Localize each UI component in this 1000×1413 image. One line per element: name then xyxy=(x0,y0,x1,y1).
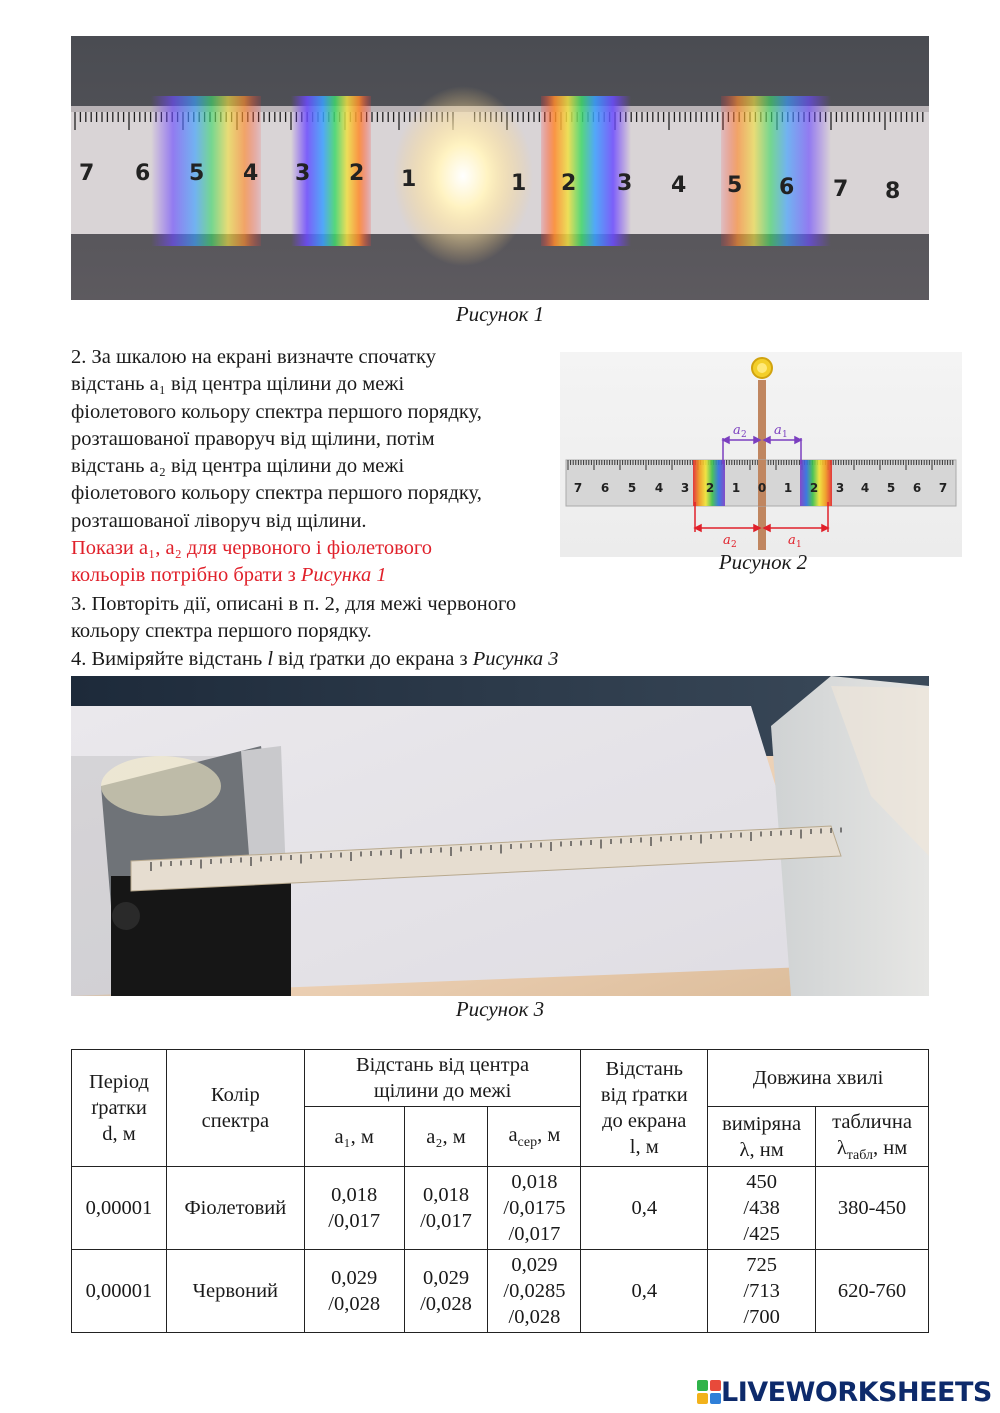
cell-l: 0,4 xyxy=(581,1250,708,1333)
cell-value: 0,018 xyxy=(422,1184,470,1206)
header-text xyxy=(819,1135,925,1164)
cell-value: /0,028 xyxy=(328,1293,381,1315)
cell-a2 xyxy=(404,1167,488,1250)
a1-top-label: a xyxy=(774,423,782,438)
ruler-left-5: 5 xyxy=(189,161,205,186)
header-text: від ґратки xyxy=(600,1084,688,1106)
header-l xyxy=(581,1050,708,1167)
cell-value: /0,017 xyxy=(508,1223,561,1245)
table-row xyxy=(72,1167,929,1250)
cell-value: /0,0285 xyxy=(503,1280,566,1302)
cell-value: 0,018 xyxy=(511,1171,558,1193)
cell-aser xyxy=(488,1250,581,1333)
cell-color: Червоний xyxy=(166,1250,304,1333)
note-line xyxy=(71,562,546,589)
cell-value: /0,028 xyxy=(508,1306,561,1328)
figure-2-diagram xyxy=(560,352,962,557)
header-text: λ, нм xyxy=(739,1138,784,1161)
scale-label: 7 xyxy=(573,481,583,495)
ruler-left-4: 4 xyxy=(243,161,259,186)
table-header-row xyxy=(72,1050,929,1107)
logo-text: LIVEWORKSHEETS xyxy=(721,1376,992,1408)
scale-label: 6 xyxy=(912,481,922,495)
figure-3-caption: Рисунок 3 xyxy=(455,997,545,1021)
cell-value: /0,0175 xyxy=(503,1197,566,1219)
cell-a1 xyxy=(304,1167,404,1250)
note-text: кольорів потрібно брати з xyxy=(71,564,301,587)
cell-measured xyxy=(708,1250,816,1333)
instruction-2-line: відстань a₂ від центра щілини до межі xyxy=(71,455,405,478)
header-text: a xyxy=(508,1124,518,1146)
instruction-4-l: l xyxy=(267,647,274,670)
scale-label: 0 xyxy=(757,481,767,495)
ruler-left-7: 7 xyxy=(79,161,95,186)
header-a1: a₁, м xyxy=(304,1107,404,1167)
cell-value: 0,029 xyxy=(422,1267,470,1289)
ruler-right-7: 7 xyxy=(833,177,849,202)
cell-color: Фіолетовий xyxy=(166,1167,304,1250)
header-text: Відстань від центра xyxy=(355,1054,530,1076)
note-figure-ref: Рисунка 1 xyxy=(300,564,387,587)
scale-label: 1 xyxy=(783,481,793,495)
a2-bottom-sub: 2 xyxy=(731,540,737,550)
header-wavelength: Довжина хвилі xyxy=(708,1050,929,1107)
cell-value: 0,029 xyxy=(511,1254,558,1276)
header-text: Період xyxy=(88,1071,149,1093)
scale-label: 7 xyxy=(938,481,948,495)
scale-label: 3 xyxy=(680,481,690,495)
scale-label: 1 xyxy=(731,481,741,495)
instruction-4 xyxy=(71,646,671,673)
header-tabular xyxy=(816,1107,929,1167)
header-text: , нм xyxy=(873,1137,908,1159)
header-text: λ xyxy=(836,1137,847,1159)
cell-aser xyxy=(488,1167,581,1250)
a2-top-sub: 2 xyxy=(741,430,747,440)
ruler-left-1: 1 xyxy=(401,167,417,192)
ruler-right-5: 5 xyxy=(727,173,743,198)
table-row xyxy=(72,1250,929,1333)
cell-tabular: 380-450 xyxy=(816,1167,929,1250)
instruction-4-figure-ref: Рисунка 3 xyxy=(472,647,559,670)
cell-l: 0,4 xyxy=(581,1167,708,1250)
instruction-2-line: фіолетового кольору спектра першого порядку, xyxy=(71,482,482,505)
ruler-right-2: 2 xyxy=(561,171,577,196)
instruction-2-line: відстань a₁ від центра щілини до межі xyxy=(71,373,405,396)
header-measured xyxy=(708,1107,816,1167)
cell-value: 450 xyxy=(746,1171,777,1193)
scale-label: 6 xyxy=(600,481,610,495)
cell-value: /425 xyxy=(743,1223,780,1245)
header-distance xyxy=(304,1050,581,1107)
scale-label: 2 xyxy=(809,481,819,495)
scale-label: 5 xyxy=(627,481,637,495)
header-period xyxy=(72,1050,167,1167)
instruction-2-line: фіолетового кольору спектра першого порядку, xyxy=(71,400,482,423)
header-text: ґратки xyxy=(91,1097,147,1119)
header-sub: табл xyxy=(846,1148,874,1163)
header-text: таблична xyxy=(832,1111,912,1133)
header-text: d, м xyxy=(102,1123,136,1145)
cell-value: /0,028 xyxy=(420,1293,472,1315)
header-text: Відстань xyxy=(605,1058,684,1080)
a1-bottom-label: a xyxy=(788,533,796,548)
header-text: спектра xyxy=(201,1110,270,1132)
figure-2-caption: Рисунок 2 xyxy=(718,550,808,574)
header-text: , м xyxy=(537,1124,561,1146)
cell-value: 0,018 xyxy=(331,1184,378,1206)
a1-top-sub: 1 xyxy=(782,430,788,440)
instruction-2-line: розташованої праворуч від щілини, потім xyxy=(71,427,435,450)
cell-value: /0,017 xyxy=(328,1210,381,1232)
figure-3-photo xyxy=(71,676,929,996)
ruler-left-3: 3 xyxy=(295,161,311,186)
cell-a1 xyxy=(304,1250,404,1333)
instruction-2-line: 2. За шкалою на екрані визначте спочатку xyxy=(71,346,437,368)
header-color xyxy=(166,1050,304,1167)
ruler-left-2: 2 xyxy=(349,161,365,186)
cell-measured xyxy=(708,1167,816,1250)
cell-d: 0,00001 xyxy=(72,1167,167,1250)
ruler-right-6: 6 xyxy=(779,175,795,200)
figure-1-caption: Рисунок 1 xyxy=(455,302,545,326)
instruction-2 xyxy=(71,344,546,590)
cell-value: /700 xyxy=(743,1306,780,1328)
liveworksheets-logo xyxy=(697,1375,992,1409)
header-a2: a₂, м xyxy=(404,1107,488,1167)
header-aser xyxy=(488,1107,581,1167)
header-sub: сер xyxy=(517,1135,538,1150)
ruler-right-3: 3 xyxy=(617,171,633,196)
instruction-3-line: кольору спектра першого порядку. xyxy=(71,620,372,643)
a1-bottom-sub: 1 xyxy=(796,540,802,550)
header-text: до екрана xyxy=(602,1110,687,1132)
a2-bottom-label: a xyxy=(723,533,731,548)
scale-label: 5 xyxy=(886,481,896,495)
instruction-3-line: 3. Повторіть дії, описані в п. 2, для межі червоного xyxy=(71,593,517,615)
scale-label: 4 xyxy=(860,481,870,495)
cell-value: /0,017 xyxy=(420,1210,472,1232)
note-line: Покази a₁, a₂ для червоного і фіолетового xyxy=(71,537,433,560)
header-text: l, м xyxy=(629,1136,659,1158)
cell-value: 725 xyxy=(746,1254,777,1276)
ruler-left-6: 6 xyxy=(135,161,151,186)
results-table xyxy=(71,1049,929,1333)
a2-top-label: a xyxy=(733,423,741,438)
header-text: виміряна xyxy=(722,1112,802,1135)
scale-label: 2 xyxy=(705,481,715,495)
scale-label: 3 xyxy=(835,481,845,495)
cell-value: /438 xyxy=(743,1197,780,1219)
cell-tabular: 620-760 xyxy=(816,1250,929,1333)
instruction-3 xyxy=(71,591,671,673)
ruler-right-8: 8 xyxy=(885,179,901,204)
instruction-2-line: розташованої ліворуч від щілини. xyxy=(71,509,367,532)
cell-value: /713 xyxy=(743,1280,780,1302)
figure-1-photo xyxy=(71,36,929,300)
cell-value: 0,029 xyxy=(331,1267,378,1289)
ruler-right-4: 4 xyxy=(671,173,687,198)
instruction-4-text: 4. Виміряйте відстань xyxy=(71,647,268,670)
cell-d: 0,00001 xyxy=(72,1250,167,1333)
header-text: Колір xyxy=(210,1084,260,1106)
ruler-right-1: 1 xyxy=(511,171,527,196)
instruction-4-text: від ґратки до екрана з xyxy=(273,647,473,670)
scale-label: 4 xyxy=(654,481,664,495)
cell-a2 xyxy=(404,1250,488,1333)
header-text: щілини до межі xyxy=(373,1080,512,1102)
logo-grid-icon xyxy=(697,1380,721,1404)
